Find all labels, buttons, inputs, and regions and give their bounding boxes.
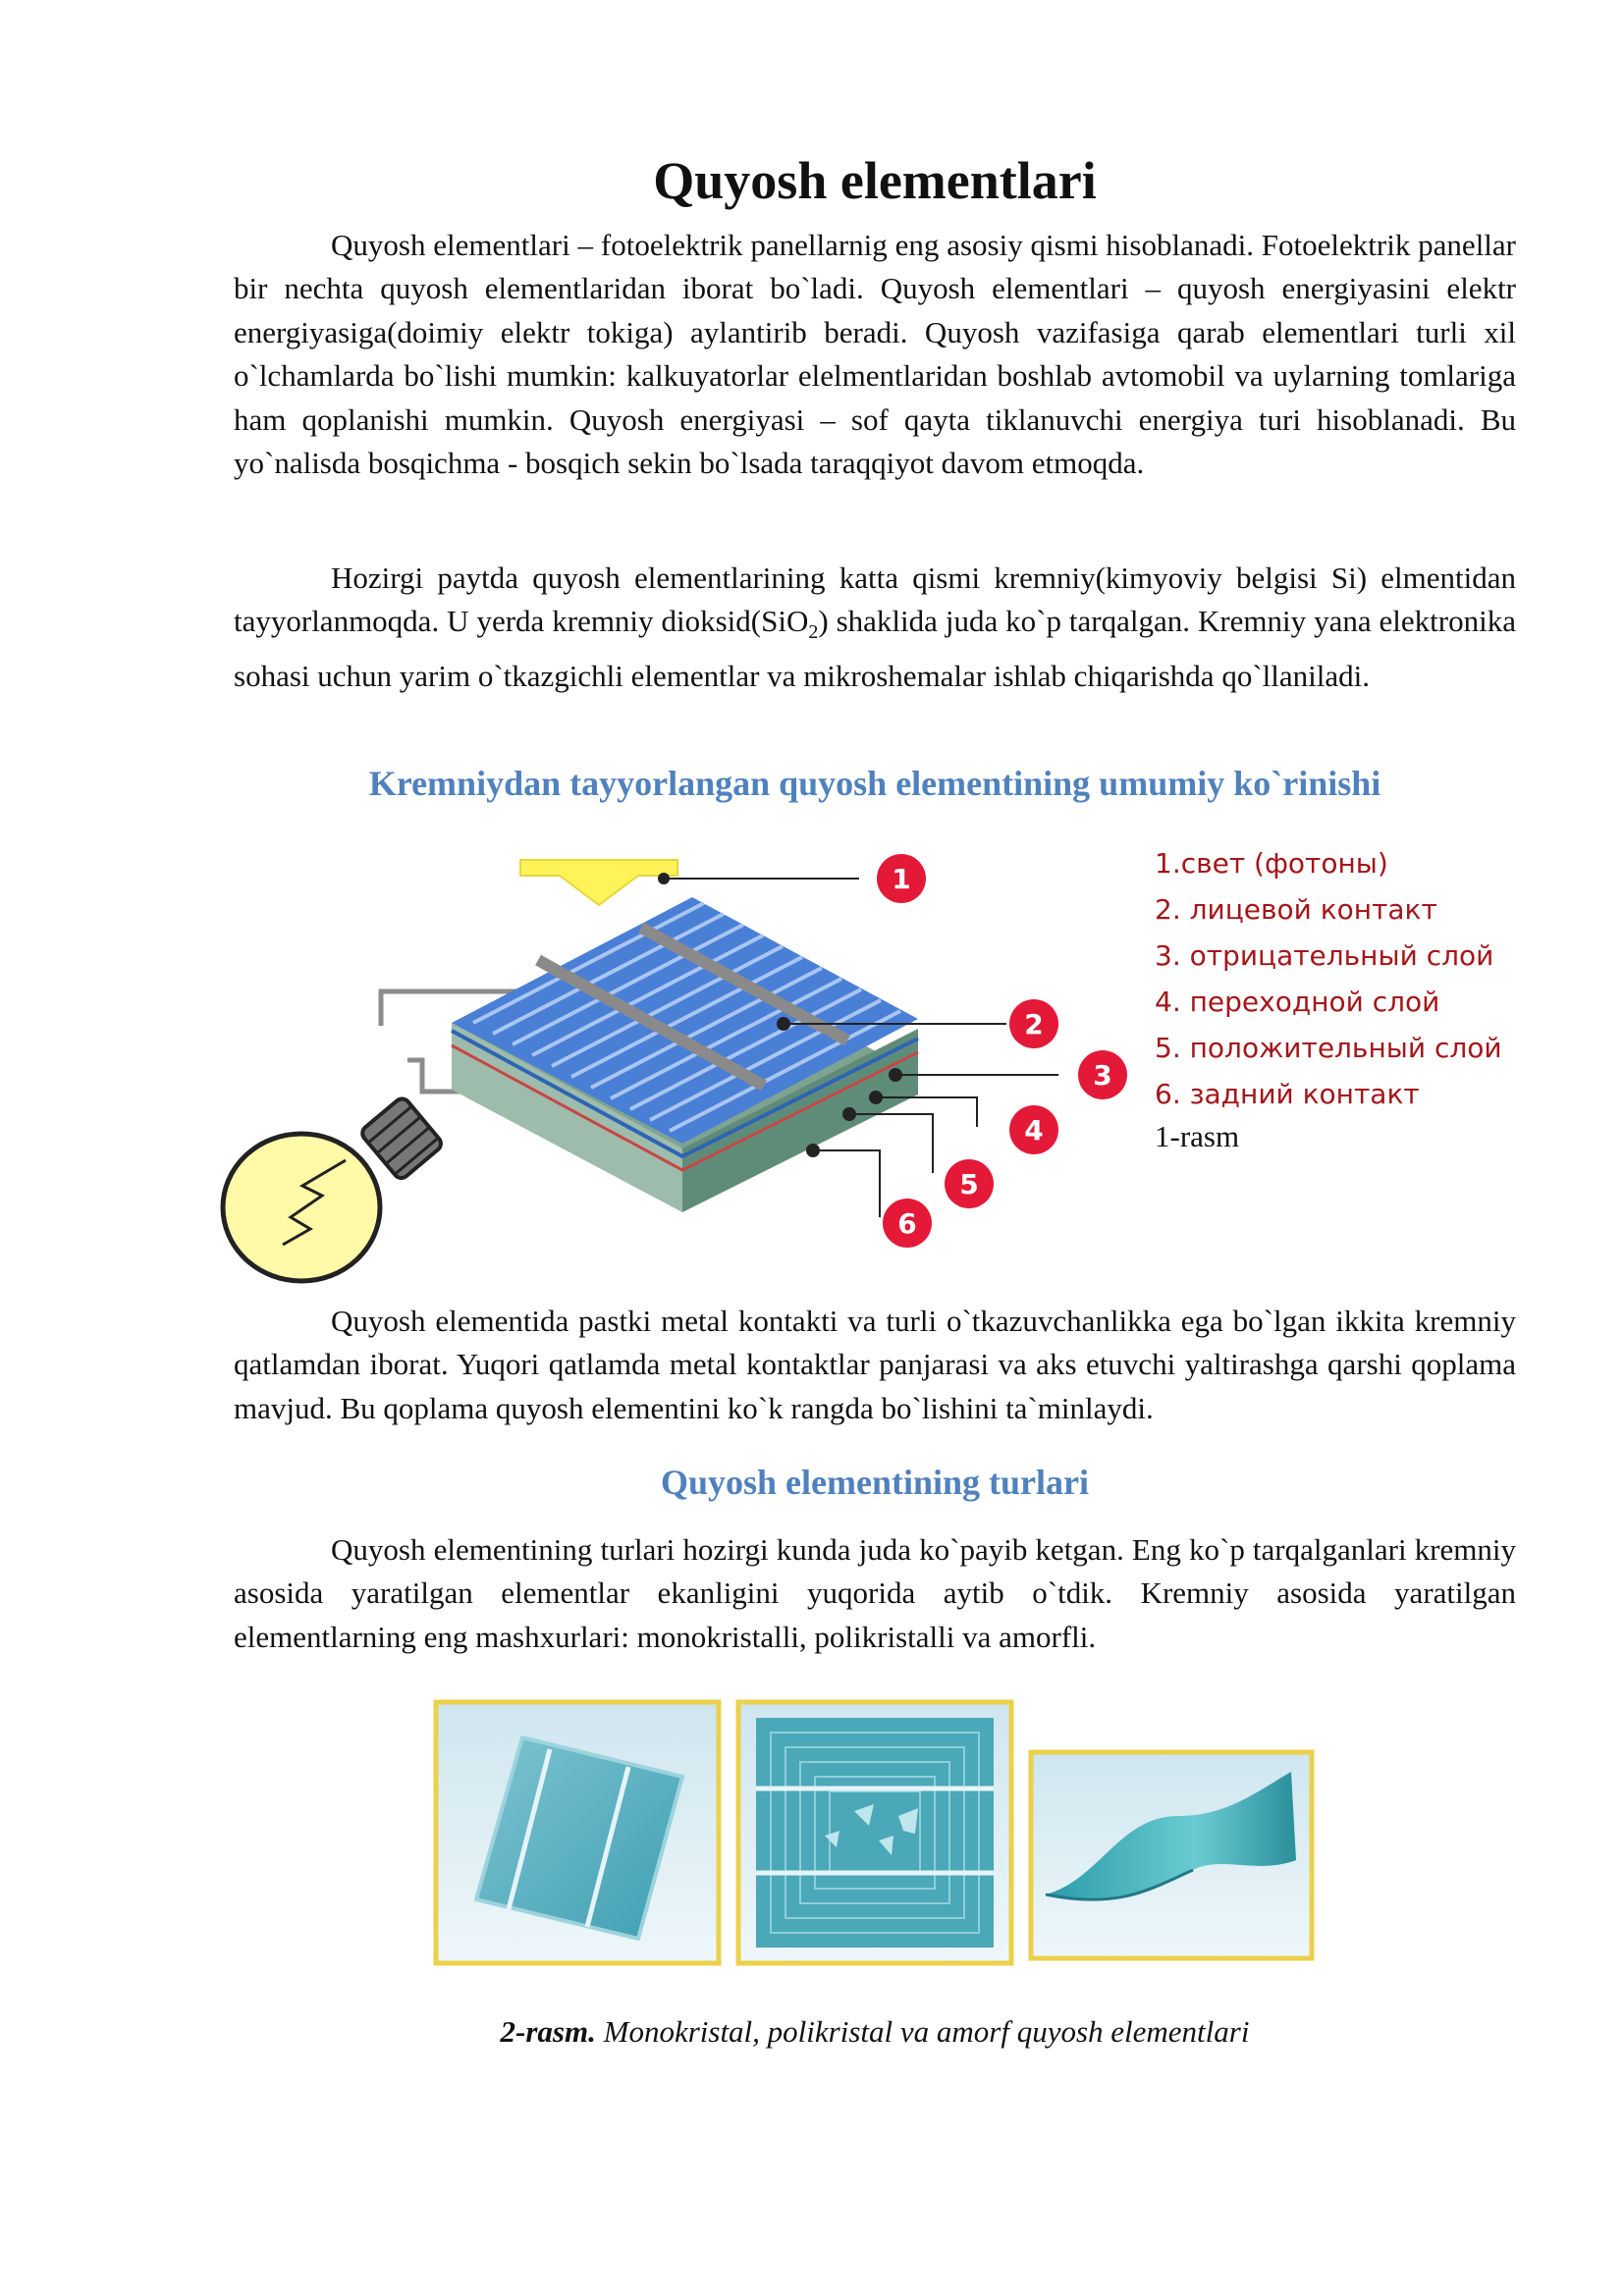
legend-item-light: 1.свет (фотоны) bbox=[1155, 847, 1388, 880]
paragraph-silicon-text-a: Hozirgi paytda quyosh elementlarining katta qismi kremniy(kimyoviy belgisi Si) elmentidan tayyorlanmoqda. U yerda kremniy dioksid(SiO bbox=[234, 561, 1516, 639]
callout-2 bbox=[1009, 999, 1058, 1048]
callout-6 bbox=[883, 1199, 932, 1248]
page-title: Quyosh elementlari bbox=[653, 151, 1097, 210]
svg-text:3: 3 bbox=[1093, 1059, 1112, 1092]
paragraph-structure-text: Quyosh elementida pastki metal kontakti va turli o`tkazuvchanlikka ega bo`lgan ikkita kremniy qatlamdan iborat. Yuqori qatlamda metal kontaktlar panjarasi va aks etuvchi yaltirashga qarshi qoplama mavjud. Bu qoplama quyosh elementini ko`k rangda bo`lishini ta`minlaydi. bbox=[234, 1304, 1516, 1425]
svg-text:4: 4 bbox=[1024, 1114, 1044, 1147]
section-heading-types: Quyosh elementining turlari bbox=[660, 1463, 1089, 1502]
figure-1-label: 1-rasm bbox=[1155, 1119, 1240, 1153]
callout-1 bbox=[877, 854, 926, 903]
solar-cell-types-figure bbox=[432, 1698, 1316, 1968]
paragraph-intro bbox=[234, 224, 1516, 485]
callout-3 bbox=[1078, 1050, 1127, 1099]
paragraph-silicon-text-b: ) shaklida juda ko`p tarqalgan. Kremniy yana elektronika sohasi uchun yarim o`tkazgichli elementlar va mikroshemalar ishlab chiqarishda qo`llaniladi. bbox=[234, 604, 1516, 693]
diagram-legend bbox=[1155, 840, 1502, 1156]
monocrystalline-cell-image bbox=[436, 1702, 719, 1963]
svg-text:5: 5 bbox=[959, 1168, 979, 1201]
solar-cell-diagram bbox=[206, 844, 1139, 1296]
paragraph-silicon bbox=[234, 557, 1516, 698]
paragraph-intro-text: Quyosh elementlari – fotoelektrik panellarnig eng asosiy qismi hisoblanadi. Fotoelektrik panellar bir nechta quyosh elementlaridan iborat bo`ladi. Quyosh elementlari – quyosh energiyasini elektr energiyasiga(doimiy elektr tokiga) aylantirib beradi. Quyosh vazifasiga qarab elementlari turli xil o`lchamlarda bo`lishi mumkin: kalkuyatorlar elelmentlaridan boshlab avtomobil va uylarning tomlariga ham qoplanishi mumkin. Quyosh energiyasi – sof qayta tiklanuvchi energiya turi hisoblanadi. Bu yo`nalisda bosqichma - bosqich sekin bo`lsada taraqqiyot davom etmoqda. bbox=[234, 228, 1516, 481]
figure-2-caption bbox=[0, 2012, 1624, 2052]
legend-item-junction-layer: 4. переходной слой bbox=[1155, 986, 1440, 1018]
legend-item-negative-layer: 3. отрицательный слой bbox=[1155, 939, 1494, 972]
paragraph-types-text: Quyosh elementining turlari hozirgi kunda juda ko`payib ketgan. Eng ko`p tarqalganlari kremniy asosida yaratilgan elementlar ekanligini yuqorida aytib o`tdik. Kremniy asosida yaratilgan elementlarning eng mashxurlari: monokristalli, polikristalli va amorfli. bbox=[234, 1532, 1516, 1654]
section-heading-overview: Kremniydan tayyorlangan quyosh elementining umumiy ko`rinishi bbox=[368, 764, 1381, 803]
light-arrow-icon bbox=[520, 860, 677, 905]
figure-2-caption-label: 2-rasm. bbox=[500, 2014, 596, 2049]
amorphous-cell-image bbox=[1031, 1752, 1312, 1958]
subscript-2: 2 bbox=[808, 621, 819, 644]
legend-item-front-contact: 2. лицевой контакт bbox=[1155, 893, 1437, 926]
figure-2-caption-text: Monokristal, polikristal va amorf quyosh elementlari bbox=[595, 2014, 1250, 2049]
svg-text:2: 2 bbox=[1024, 1008, 1044, 1041]
paragraph-types bbox=[234, 1528, 1516, 1659]
legend-item-back-contact: 6. задний контакт bbox=[1155, 1078, 1420, 1110]
svg-text:6: 6 bbox=[897, 1207, 917, 1240]
svg-text:1: 1 bbox=[892, 863, 911, 895]
callout-5 bbox=[945, 1159, 994, 1208]
callout-4 bbox=[1009, 1105, 1058, 1154]
polycrystalline-cell-image bbox=[738, 1702, 1011, 1963]
paragraph-structure bbox=[234, 1300, 1516, 1430]
legend-item-positive-layer: 5. положительный слой bbox=[1155, 1032, 1502, 1064]
light-bulb-icon bbox=[223, 1095, 444, 1281]
